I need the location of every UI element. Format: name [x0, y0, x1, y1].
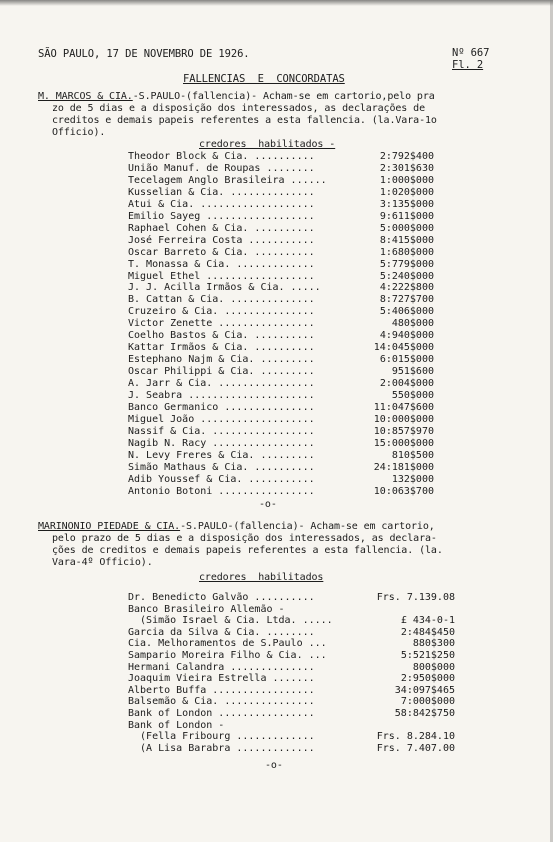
- creditor-amount: 810$500: [391, 449, 434, 461]
- creditor-row: [128, 318, 434, 330]
- firm-name: M. MARCOS & CIA.: [38, 91, 133, 102]
- creditor-row: [128, 271, 434, 283]
- creditor-row: [128, 685, 455, 697]
- creditor-name: J. Seabra .....................: [128, 390, 315, 401]
- firm-name: MARINONIO PIEDADE & CIA.: [38, 521, 181, 532]
- header-date: SÃO PAULO, 17 DE NOVEMBRO DE 1926.: [38, 48, 250, 60]
- creditor-row: [128, 247, 434, 259]
- creditor-name: Kattar Irmãos & Cia. ..........: [128, 342, 315, 354]
- creditor-name: Sampario Moreira Filho & Cia. ...: [128, 650, 327, 661]
- creditor-row: [128, 211, 434, 223]
- creditor-row: [128, 306, 434, 318]
- creditor-name: Nagib N. Racy .................: [128, 437, 315, 449]
- creditor-amount: 5:521$250: [400, 650, 455, 661]
- creditor-amount: 58:842$750: [394, 708, 455, 719]
- creditor-amount: 2:301$630: [379, 162, 434, 174]
- creditor-row: [128, 342, 434, 354]
- creditor-name: T. Monassa & Cia. .............: [128, 258, 315, 270]
- creditor-row: [128, 604, 455, 616]
- creditor-amount: 2:004$000: [379, 378, 434, 390]
- creditor-amount: 5:240$000: [379, 270, 434, 282]
- creditor-row: [128, 199, 434, 211]
- creditor-row: [128, 462, 434, 474]
- creditor-amount: 4:222$800: [379, 282, 434, 294]
- paragraph-line-4: Officio).: [52, 127, 106, 138]
- creditor-name: B. Cattan & Cia. ..............: [128, 294, 315, 306]
- paragraph-line-4: Vara-4º Officio).: [52, 557, 153, 568]
- creditor-row: [128, 662, 455, 674]
- creditor-amount: 5:406$000: [379, 306, 434, 318]
- creditor-name: Nassif & Cia. .................: [128, 425, 315, 437]
- creditor-name: (Fella Fribourg .............: [128, 731, 315, 743]
- creditor-row: [128, 627, 455, 639]
- creditor-name: Bank of London ................: [128, 708, 315, 719]
- creditor-name: J. J. Acilla Irmãos & Cia. .....: [128, 282, 321, 294]
- creditor-row: [128, 259, 434, 271]
- creditor-name: José Ferreira Costa ...........: [128, 234, 315, 246]
- creditor-name: Cruzeiro & Cia. ...............: [128, 306, 315, 318]
- creditor-row: [128, 163, 434, 175]
- creditor-amount: 10:857$970: [373, 425, 434, 437]
- creditor-name: Banco Germanico ...............: [128, 401, 315, 413]
- creditor-amount: 2:792$400: [379, 151, 434, 162]
- creditor-name: Victor Zenette ................: [128, 318, 315, 330]
- scan-top-edge: [0, 0, 553, 6]
- creditor-name: Joaquim Vieira Estrella .......: [128, 673, 315, 685]
- creditor-row: [128, 450, 434, 462]
- creditor-amount: 1:020$000: [379, 186, 434, 198]
- creditor-amount: 8:727$700: [379, 294, 434, 306]
- creditor-name: Oscar Barreto & Cia. ..........: [128, 246, 315, 258]
- creditor-amount: 6:015$000: [379, 354, 434, 366]
- creditor-row: [128, 696, 455, 708]
- creditor-name: Kusselian & Cia. ..............: [128, 186, 315, 198]
- creditor-amount: £ 434-0-1: [400, 615, 455, 627]
- creditor-row: [128, 615, 455, 627]
- creditor-row: [128, 486, 434, 498]
- creditor-amount: 2:950$000: [400, 673, 455, 685]
- creditor-row: [128, 638, 455, 650]
- creditor-amount: 1:680$000: [379, 246, 434, 258]
- creditor-name: A. Jarr & Cia. ................: [128, 378, 315, 390]
- creditor-row: [128, 366, 434, 378]
- creditor-row: [128, 235, 434, 247]
- creditor-name: Emilio Sayeg ..................: [128, 210, 315, 222]
- creditor-row: [128, 731, 455, 743]
- paragraph-line-2: pelo prazo de 5 dias e a disposição dos interessados, as declara-: [52, 533, 437, 544]
- creditor-row: [128, 330, 434, 342]
- creditors-heading: credores habilitados: [199, 572, 324, 583]
- creditor-row: [128, 282, 434, 294]
- creditor-amount: 15:000$000: [373, 437, 434, 449]
- creditor-row: [128, 592, 455, 604]
- creditor-amount: 4:940$000: [379, 330, 434, 342]
- creditor-row: [128, 223, 434, 235]
- creditor-name: Banco Brasileiro Allemão -: [128, 603, 285, 615]
- creditor-row: [128, 402, 434, 414]
- creditor-row: [128, 438, 434, 450]
- creditor-amount: 480$000: [391, 318, 434, 330]
- paragraph-line-3: creditos e demais papeis referentes a esta fallencia. (la.Vara-1o: [52, 115, 437, 126]
- creditor-amount: 10:063$700: [373, 485, 434, 497]
- creditor-amount: 880$300: [412, 638, 455, 650]
- header-sheet: Fl. 2: [452, 59, 484, 71]
- paragraph-line-2: zo de 5 dias e a disposição dos interessados, as declarações de: [52, 103, 425, 114]
- creditor-name: Raphael Cohen & Cia. ..........: [128, 222, 315, 234]
- creditor-name: Simão Mathaus & Cia. ..........: [128, 461, 315, 473]
- creditor-amount: 9:611$000: [379, 210, 434, 222]
- paragraph-line-1: M. MARCOS & CIA.-S.PAULO-(fallencia)- Acham-se em cartorio,pelo pra: [38, 91, 435, 102]
- creditor-name: Tecelagem Anglo Brasileira ......: [128, 174, 327, 186]
- creditor-name: (A Lisa Barabra .............: [128, 742, 315, 754]
- paragraph-line-1: MARINONIO PIEDADE & CIA.-S.PAULO-(fallencia)- Acham-se em cartorio,: [38, 521, 435, 532]
- creditor-row: [128, 708, 455, 720]
- creditor-name: Garcia da Silva & Cia. ........: [128, 626, 315, 638]
- creditor-name: Balsemão & Cia. ...............: [128, 696, 315, 708]
- creditor-name: N. Levy Freres & Cia. .........: [128, 449, 315, 461]
- creditor-name: (Simão Israel & Cia. Ltda. .....: [128, 615, 333, 627]
- creditor-name: Antonio Botoni ................: [128, 485, 315, 497]
- creditor-amount: Frs. 8.284.10: [376, 731, 455, 743]
- creditor-row: [128, 354, 434, 366]
- creditor-amount: 5:000$000: [379, 222, 434, 234]
- creditor-row: [128, 673, 455, 685]
- separator: -o-: [265, 760, 283, 771]
- creditor-amount: 24:181$000: [373, 461, 434, 473]
- creditor-name: Adib Youssef & Cia. ...........: [128, 473, 315, 485]
- creditor-amount: 5:779$000: [379, 258, 434, 270]
- creditor-amount: 800$000: [412, 661, 455, 673]
- creditor-amount: Frs. 7.407.00: [376, 742, 455, 754]
- creditor-amount: 34:097$465: [394, 684, 455, 696]
- creditor-row: [128, 187, 434, 199]
- creditor-name: Hermani Calandra ..............: [128, 661, 315, 673]
- creditor-row: [128, 151, 434, 163]
- creditor-row: [128, 426, 434, 438]
- creditor-name: Oscar Philippi & Cia. .........: [128, 366, 315, 378]
- creditor-row: [128, 175, 434, 187]
- creditor-amount: 10:000$000: [373, 413, 434, 425]
- creditor-name: Coelho Bastos & Cia. ..........: [128, 330, 315, 342]
- creditor-row: [128, 414, 434, 426]
- paragraph-line-3: ções de creditos e demais papeis referentes a esta fallencia. (la.: [52, 545, 443, 556]
- creditor-row: [128, 390, 434, 402]
- creditor-amount: Frs. 7.139.08: [376, 592, 455, 603]
- creditors-heading: credores habilitados -: [199, 139, 336, 150]
- creditor-amount: 3:135$000: [379, 198, 434, 210]
- creditor-name: Theodor Block & Cia. ..........: [128, 151, 315, 162]
- creditor-name: Dr. Benedicto Galvão ..........: [128, 592, 315, 603]
- section-title: FALLENCIAS E CONCORDATAS: [183, 73, 345, 85]
- creditor-row: [128, 378, 434, 390]
- creditor-row: [128, 474, 434, 486]
- creditor-amount: 7:000$000: [400, 696, 455, 708]
- creditor-amount: 11:047$600: [373, 401, 434, 413]
- creditor-amount: 1:000$000: [379, 174, 434, 186]
- separator: -o-: [259, 499, 277, 510]
- creditor-name: Cia. Melhoramentos de S.Paulo ...: [128, 638, 327, 650]
- creditor-row: [128, 294, 434, 306]
- creditor-name: Alberto Buffa .................: [128, 684, 315, 696]
- creditor-name: Bank of London -: [128, 719, 225, 731]
- creditor-row: [128, 720, 455, 732]
- creditor-amount: 550$000: [391, 390, 434, 401]
- creditor-name: Atui & Cia. ...................: [128, 198, 315, 210]
- creditor-amount: 2:484$450: [400, 626, 455, 638]
- creditor-name: União Manuf. de Roupas ........: [128, 162, 315, 174]
- creditor-amount: 14:045$000: [373, 342, 434, 354]
- creditor-name: Estephano Najm & Cia. .........: [128, 354, 315, 366]
- creditor-row: [128, 650, 455, 662]
- creditor-amount: 132$000: [391, 473, 434, 485]
- creditor-name: Miguel Ethel ..................: [128, 270, 315, 282]
- header-number: Nº 667: [452, 47, 490, 59]
- creditor-name: Miguel João ...................: [128, 413, 315, 425]
- creditor-row: [128, 743, 455, 755]
- creditor-amount: 951$600: [391, 366, 434, 378]
- creditor-amount: 8:415$000: [379, 234, 434, 246]
